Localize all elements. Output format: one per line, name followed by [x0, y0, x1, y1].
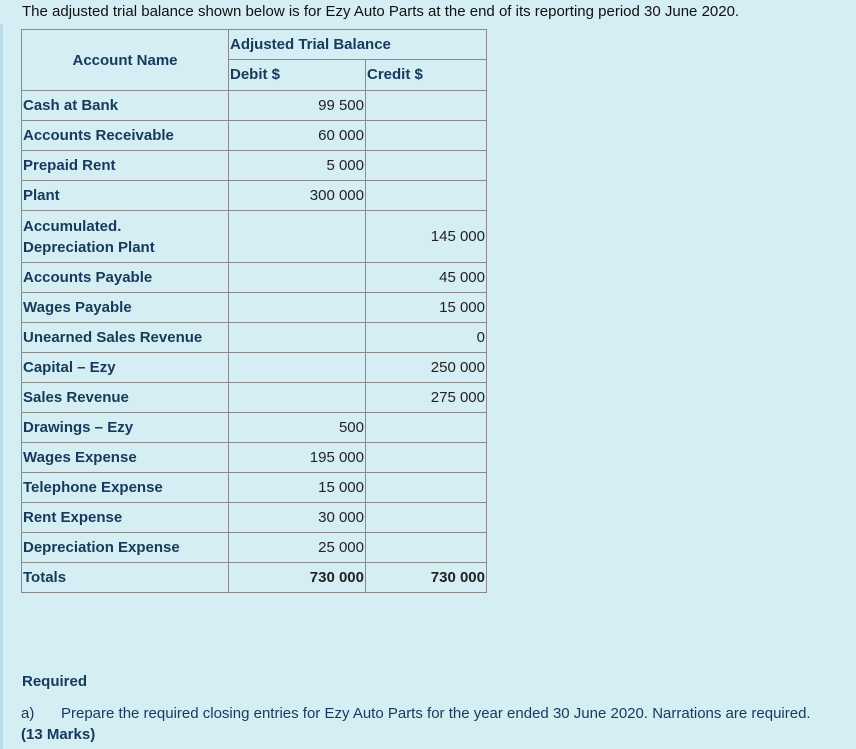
account-name: Depreciation Expense — [22, 533, 229, 563]
account-name: Accounts Receivable — [22, 121, 229, 151]
table-row — [22, 413, 487, 443]
credit-value — [366, 121, 487, 151]
credit-total: 730 000 — [366, 563, 487, 593]
account-name: Capital – Ezy — [22, 353, 229, 383]
table-row — [22, 181, 487, 211]
table-row — [22, 353, 487, 383]
debit-value: 30 000 — [229, 503, 366, 533]
debit-value — [229, 211, 366, 263]
totals-label: Totals — [22, 563, 229, 593]
account-name: Unearned Sales Revenue — [22, 323, 229, 353]
question-a — [21, 703, 831, 745]
table-row — [22, 443, 487, 473]
table-row — [22, 211, 487, 263]
table-row — [22, 293, 487, 323]
table-row — [22, 263, 487, 293]
account-name: Rent Expense — [22, 503, 229, 533]
debit-value: 500 — [229, 413, 366, 443]
table-row — [22, 473, 487, 503]
debit-value: 25 000 — [229, 533, 366, 563]
debit-value: 60 000 — [229, 121, 366, 151]
table-row — [22, 503, 487, 533]
debit-value — [229, 323, 366, 353]
debit-value: 15 000 — [229, 473, 366, 503]
credit-value — [366, 413, 487, 443]
credit-value: 45 000 — [366, 263, 487, 293]
account-name-line2: Depreciation Plant — [23, 238, 155, 256]
credit-value — [366, 443, 487, 473]
table-header-row — [22, 30, 487, 60]
account-name: Prepaid Rent — [22, 151, 229, 181]
question-text: Prepare the required closing entries for Ezy Auto Parts for the year ended 30 June 2020. Narrations are required. — [61, 705, 811, 722]
debit-value: 195 000 — [229, 443, 366, 473]
credit-value: 250 000 — [366, 353, 487, 383]
debit-value — [229, 293, 366, 323]
credit-value: 145 000 — [366, 211, 487, 263]
intro-text: The adjusted trial balance shown below is for Ezy Auto Parts at the end of its reporting period 30 June 2020. — [22, 3, 740, 20]
credit-value — [366, 181, 487, 211]
credit-header: Credit $ — [366, 59, 487, 90]
debit-value — [229, 383, 366, 413]
debit-header: Debit $ — [229, 59, 366, 90]
account-name: Accounts Payable — [22, 263, 229, 293]
credit-value — [366, 151, 487, 181]
totals-row — [22, 563, 487, 593]
credit-value: 275 000 — [366, 383, 487, 413]
account-name: Wages Expense — [22, 443, 229, 473]
credit-value — [366, 91, 487, 121]
account-name: Plant — [22, 181, 229, 211]
account-name: Sales Revenue — [22, 383, 229, 413]
question-marks: (13 Marks) — [21, 726, 96, 743]
account-name-line1: Accumulated. — [23, 217, 122, 235]
required-heading: Required — [22, 673, 88, 690]
table-row — [22, 91, 487, 121]
debit-value: 99 500 — [229, 91, 366, 121]
table-row — [22, 151, 487, 181]
debit-value — [229, 353, 366, 383]
table-row — [22, 121, 487, 151]
left-border-rule — [0, 24, 3, 749]
credit-value — [366, 473, 487, 503]
credit-value — [366, 533, 487, 563]
debit-total: 730 000 — [229, 563, 366, 593]
account-name: Wages Payable — [22, 293, 229, 323]
debit-value: 300 000 — [229, 181, 366, 211]
account-name: Telephone Expense — [22, 473, 229, 503]
account-name: Cash at Bank — [22, 91, 229, 121]
account-name-header: Account Name — [22, 30, 229, 91]
question-label: a) — [21, 705, 35, 722]
adjusted-trial-balance-table — [21, 29, 487, 593]
debit-value: 5 000 — [229, 151, 366, 181]
table-row — [22, 323, 487, 353]
table-row — [22, 533, 487, 563]
debit-value — [229, 263, 366, 293]
credit-value: 0 — [366, 323, 487, 353]
account-name — [22, 211, 229, 263]
credit-value — [366, 503, 487, 533]
account-name: Drawings – Ezy — [22, 413, 229, 443]
credit-value: 15 000 — [366, 293, 487, 323]
table-row — [22, 383, 487, 413]
adjusted-trial-balance-header: Adjusted Trial Balance — [229, 30, 487, 60]
